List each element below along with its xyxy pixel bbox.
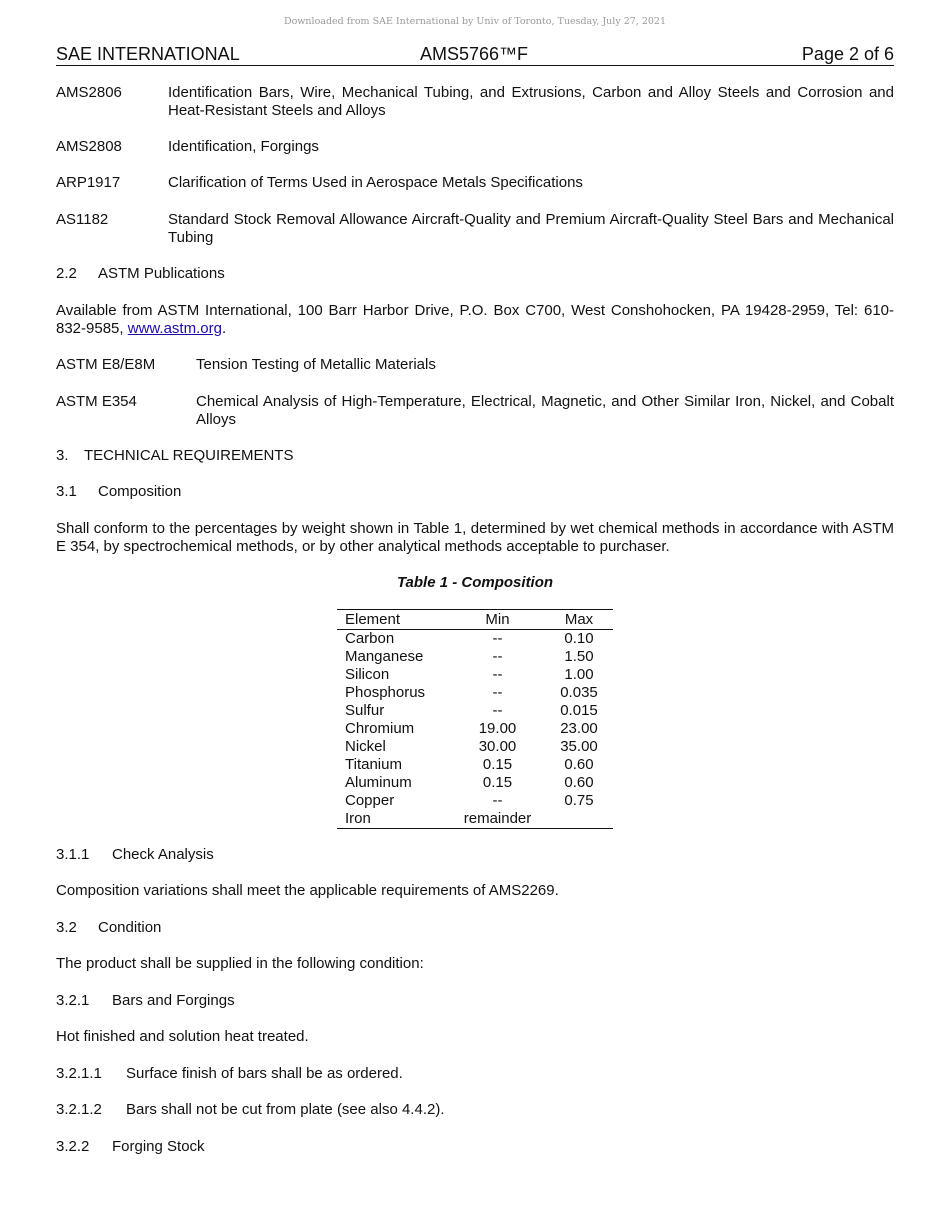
- table-row: Silicon -- 1.00: [345, 666, 594, 683]
- reference-title: Tension Testing of Metallic Materials: [196, 356, 436, 373]
- table-row: Carbon -- 0.10: [345, 630, 594, 647]
- header-doc-number: AMS5766™F: [420, 44, 529, 64]
- table-row: Sulfur -- 0.015: [345, 702, 598, 719]
- reference-title: Identification, Forgings: [168, 138, 319, 155]
- table-caption: Table 1 - Composition: [396, 574, 554, 591]
- reference-code: ARP1917: [56, 174, 121, 191]
- table-row: Phosphorus -- 0.035: [345, 684, 598, 701]
- reference-code: AMS2806: [56, 84, 122, 101]
- composition-paragraph: Shall conform to the percentages by weight shown in Table 1, determined by wet chemical methods in accordance with ASTM E 354, by spectrochemical methods, or by other analytical methods acceptable to purchaser.: [56, 520, 894, 555]
- section-heading-3-1-1: 3.1.1 Check Analysis: [56, 846, 214, 863]
- section-heading-3-1: 3.1 Composition: [56, 483, 182, 500]
- astm-website-link[interactable]: www.astm.org: [127, 320, 222, 337]
- reference-title: Standard Stock Removal Allowance Aircraft-Quality and Premium Aircraft-Quality Steel Bars and Mechanical Tubing: [168, 211, 894, 246]
- composition-table: [337, 609, 613, 829]
- check-analysis-paragraph: Composition variations shall meet the applicable requirements of AMS2269.: [56, 882, 559, 899]
- reference-item: [56, 211, 894, 247]
- column-header-element: Element: [337, 610, 450, 630]
- reference-code: AS1182: [56, 211, 109, 228]
- table-row: Iron remainder: [337, 810, 613, 829]
- section-heading-3-2: 3.2 Condition: [56, 919, 162, 936]
- table-header-row: [337, 610, 613, 630]
- download-watermark: Downloaded from SAE International by Univ of Toronto, Tuesday, July 27, 2021: [283, 16, 667, 27]
- reference-item: [56, 84, 894, 120]
- header-page-number: Page 2 of 6: [801, 44, 894, 64]
- table-row: Nickel 30.00 35.00: [345, 738, 598, 755]
- reference-code: ASTM E354: [56, 393, 137, 410]
- table-row: Titanium 0.15 0.60: [345, 756, 594, 773]
- section-heading-3-2-2: 3.2.2 Forging Stock: [56, 1138, 205, 1155]
- section-heading-2-2: 2.2 ASTM Publications: [56, 265, 225, 282]
- reference-item: [56, 174, 894, 192]
- section-3-2-1-1: 3.2.1.1 Surface finish of bars shall be as ordered.: [56, 1065, 403, 1082]
- page-header: [56, 44, 894, 66]
- bars-forgings-paragraph: Hot finished and solution heat treated.: [56, 1028, 309, 1045]
- table-row: Manganese -- 1.50: [345, 648, 594, 665]
- column-header-min: Min: [450, 610, 545, 630]
- reference-item: [56, 393, 894, 429]
- section-3-2-1-2: 3.2.1.2 Bars shall not be cut from plate (see also 4.4.2).: [56, 1101, 445, 1118]
- column-header-max: Max: [545, 610, 613, 630]
- section-heading-3: 3. TECHNICAL REQUIREMENTS: [56, 447, 294, 464]
- section-heading-3-2-1: 3.2.1 Bars and Forgings: [56, 992, 235, 1009]
- reference-item: [56, 138, 894, 156]
- condition-paragraph: The product shall be supplied in the following condition:: [56, 955, 424, 972]
- astm-availability-paragraph: Available from ASTM International, 100 Barr Harbor Drive, P.O. Box C700, West Conshohocken, PA 19428-2959, Tel: 610-832-9585, www.astm.org.: [56, 302, 894, 337]
- header-org: SAE INTERNATIONAL: [56, 44, 240, 64]
- reference-code: ASTM E8/E8M: [56, 356, 156, 373]
- table-row: Copper -- 0.75: [345, 792, 594, 809]
- reference-title: Chemical Analysis of High-Temperature, Electrical, Magnetic, and Other Similar Iron, Nickel, and Cobalt Alloys: [196, 393, 894, 428]
- table-row: Aluminum 0.15 0.60: [345, 774, 594, 791]
- reference-title: Clarification of Terms Used in Aerospace Metals Specifications: [168, 174, 583, 191]
- reference-code: AMS2808: [56, 138, 122, 155]
- table-row: Chromium 19.00 23.00: [345, 720, 598, 737]
- reference-item: [56, 356, 894, 374]
- reference-title: Identification Bars, Wire, Mechanical Tubing, and Extrusions, Carbon and Alloy Steels and Corrosion and Heat-Resistant Steels and Alloys: [168, 84, 894, 119]
